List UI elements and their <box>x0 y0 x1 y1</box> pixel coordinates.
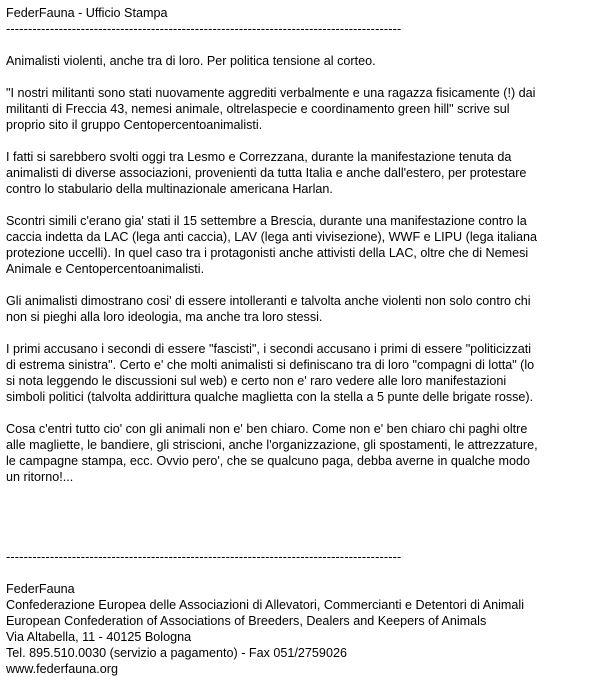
paragraph-line: caccia indetta da LAC (lega anti caccia), LAV (lega anti vivisezione), WWF e LIPU (lega italiana <box>6 230 538 244</box>
paragraph-line: non si pieghi alla loro ideologia, ma anche tra loro stessi. <box>6 310 323 324</box>
press-release <box>6 5 594 677</box>
paragraph-line: protezione uccelli). In quel caso tra i protagonisti anche attivisti della LAC, oltre che di Nemesi <box>6 246 529 260</box>
spacer <box>6 485 594 549</box>
spacer <box>6 325 594 341</box>
org-name: FederFauna <box>6 582 75 596</box>
paragraph-line: proprio sito il gruppo Centopercentoanimalisti. <box>6 118 263 132</box>
org-address: Via Altabella, 11 - 40125 Bologna <box>6 630 192 644</box>
spacer <box>6 197 594 213</box>
article-paragraph-6 <box>6 421 594 485</box>
paragraph-line: un ritorno!... <box>6 470 74 484</box>
org-full-name-italian: Confederazione Europea delle Associazioni di Allevatori, Commercianti e Detentori di Animali <box>6 598 525 612</box>
paragraph-line: Animale e Centopercentoanimalisti. <box>6 262 205 276</box>
paragraph-line: Cosa c'entri tutto cio' con gli animali non e' ben chiaro. Come non e' ben chiaro chi paghi oltre <box>6 422 528 436</box>
article-paragraph-3 <box>6 213 594 277</box>
paragraph-line: "I nostri militanti sono stati nuovamente aggrediti verbalmente e una ragazza fisicamente (!) dai <box>6 86 536 100</box>
paragraph-line: le campagne stampa, ecc. Ovvio pero', che se qualcuno paga, debba averne in qualche modo <box>6 454 530 468</box>
spacer <box>6 37 594 53</box>
article-paragraph-1 <box>6 85 594 133</box>
paragraph-line: militanti di Freccia 43, nemesi animale, oltrelaspecie e coordinamento green hill" scrive sul <box>6 102 510 116</box>
paragraph-line: Gli animalisti dimostrano cosi' di essere intolleranti e talvolta anche violenti non solo contro chi <box>6 294 531 308</box>
article-paragraph-2 <box>6 149 594 197</box>
article-paragraph-5 <box>6 341 594 405</box>
org-phone-fax: Tel. 895.510.0030 (servizio a pagamento) - Fax 051/2759026 <box>6 646 347 660</box>
paragraph-line: alle magliette, le bandiere, gli striscioni, anche l'organizzazione, gli spostamenti, le attrezzature, <box>6 438 538 452</box>
spacer <box>6 69 594 85</box>
spacer <box>6 133 594 149</box>
spacer <box>6 565 594 581</box>
footer-signature <box>6 581 594 677</box>
footer-separator: ------------------------------------------------------------------------------------------ <box>6 550 402 564</box>
header-separator: ------------------------------------------------------------------------------------------ <box>6 22 402 36</box>
paragraph-line: contro lo stabulario della multinazionale americana Harlan. <box>6 182 333 196</box>
paragraph-line: animalisti di diverse associazioni, provenienti da tutta Italia e anche dall'estero, per protestare <box>6 166 527 180</box>
article-paragraph-4 <box>6 293 594 325</box>
paragraph-line: di estrema sinistra". Certo e' che molti animalisti si definiscano tra di loro "compagni di lotta" (lo <box>6 358 535 372</box>
spacer <box>6 405 594 421</box>
org-full-name-english: European Confederation of Associations of Breeders, Dealers and Keepers of Animals <box>6 614 487 628</box>
paragraph-line: I primi accusano i secondi di essere "fascisti", i secondi accusano i primi di essere "politicizzati <box>6 342 532 356</box>
paragraph-line: simboli politici (talvolta addirittura qualche maglietta con la stella a 5 punte delle brigate rosse). <box>6 390 534 404</box>
paragraph-line: Scontri simili c'erano gia' stati il 15 settembre a Brescia, durante una manifestazione contro la <box>6 214 527 228</box>
paragraph-line: I fatti si sarebbero svolti oggi tra Lesmo e Correzzana, durante la manifestazione tenuta da <box>6 150 512 164</box>
paragraph-line: si nota leggendo le discussioni sul web) e certo non e' raro vedere alle loro manifestazioni <box>6 374 507 388</box>
page-title: FederFauna - Ufficio Stampa <box>6 6 168 20</box>
article-headline: Animalisti violenti, anche tra di loro. Per politica tensione al corteo. <box>6 54 376 68</box>
spacer <box>6 277 594 293</box>
website-link[interactable]: www.federfauna.org <box>6 662 119 676</box>
